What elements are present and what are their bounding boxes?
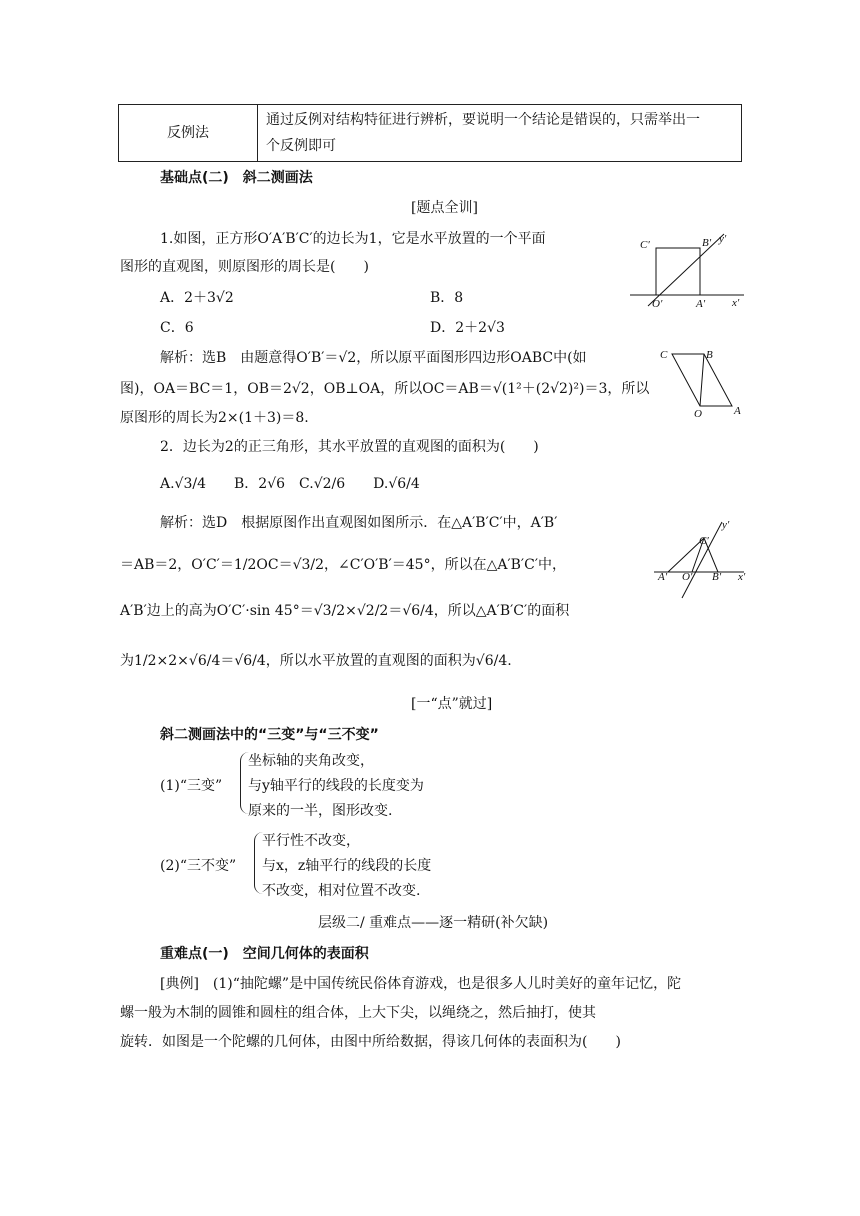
q2-solution-line2: ＝AB＝2，O′C′＝1/2OC＝√3/2，∠C′O′B′＝45°，所以在△A′B′C′中， bbox=[120, 557, 566, 573]
label-b-prime: B′ bbox=[702, 237, 712, 249]
q2-solution-line3: A′B′边上的高为O′C′·sin 45°＝√3/2×√2/2＝√6/4，所以△A′B′C′的面积 bbox=[120, 603, 570, 619]
q1-option-a: A．2＋3√2 bbox=[160, 290, 234, 306]
three-nochange-line2: 与x，z轴平行的线段的长度 bbox=[262, 858, 432, 874]
q2-solution-line4: 为1/2×2×√6/4＝√6/4，所以水平放置的直观图的面积为√6/4. bbox=[120, 653, 512, 669]
q1-solution-line3: 原图形的周长为2×(1＋3)＝8. bbox=[120, 410, 309, 426]
q1-line2: 图形的直观图，则原图形的周长是( ) bbox=[120, 259, 369, 275]
example-line3: 旋转．如图是一个陀螺的几何体，由图中所给数据，得该几何体的表面积为( ) bbox=[120, 1034, 621, 1050]
three-nochange-line3: 不改变，相对位置不改变. bbox=[262, 883, 421, 899]
label-c: C bbox=[660, 349, 668, 361]
parallelogram-diagram bbox=[656, 344, 746, 420]
example-line1: [典例] (1)“抽陀螺”是中国传统民俗体育游戏，也是很多人儿时美好的童年记忆，陀 bbox=[160, 976, 682, 992]
three-change-line2: 与y轴平行的线段的长度变为 bbox=[248, 778, 424, 794]
label-b-prime-2: B′ bbox=[712, 571, 722, 583]
label-o-prime-2: O′ bbox=[682, 571, 693, 583]
three-change-line1: 坐标轴的夹角改变， bbox=[248, 753, 374, 769]
q1-option-b: B．8 bbox=[430, 290, 464, 306]
method-desc-cell bbox=[258, 105, 742, 162]
label-a-prime: A′ bbox=[696, 298, 706, 310]
difficult1-heading: 重难点(一) 空间几何体的表面积 bbox=[160, 946, 369, 962]
method-desc-line1: 通过反例对结构特征进行辨析，要说明一个结论是错误的，只需举出一 bbox=[266, 112, 700, 128]
triangle-diagram bbox=[652, 514, 752, 600]
summary-title: 斜二测画法中的“三变”与“三不变” bbox=[160, 727, 379, 743]
q1-option-c: C．6 bbox=[160, 320, 194, 336]
q1-solution-line1: 解析：选B 由题意得O′B′＝√2，所以原平面图形四边形OABC中(如 bbox=[160, 350, 587, 366]
three-change-label: (1)“三变” bbox=[160, 778, 223, 794]
q1-line1: 1.如图，正方形O′A′B′C′的边长为1，它是水平放置的一个平面 bbox=[160, 231, 546, 247]
tag-one-point: [一“点”就过] bbox=[411, 696, 493, 712]
label-o-prime: O′ bbox=[652, 298, 663, 310]
q2-line1: 2．边长为2的正三角形，其水平放置的直观图的面积为( ) bbox=[160, 439, 539, 455]
label-o: O bbox=[694, 408, 702, 420]
section-heading: 基础点(二) 斜二测画法 bbox=[160, 170, 313, 186]
label-y-prime: y′ bbox=[719, 233, 727, 245]
three-nochange-label: (2)“三不变” bbox=[160, 858, 237, 874]
example-line2: 螺一般为木制的圆锥和圆柱的组合体，上大下尖，以绳绕之，然后抽打，使其 bbox=[120, 1005, 596, 1021]
three-nochange-line1: 平行性不改变， bbox=[262, 833, 360, 849]
label-y-prime-2: y′ bbox=[722, 519, 730, 531]
tag-all-train: [题点全训] bbox=[411, 200, 478, 216]
method-desc-line2: 个反例即可 bbox=[266, 138, 336, 154]
level2-title: 层级二/ 重难点——逐一精研(补欠缺) bbox=[318, 915, 549, 931]
three-change-line3: 原来的一半，图形改变. bbox=[248, 803, 393, 819]
method-name-cell: 反例法 bbox=[119, 105, 258, 162]
q2-options: A.√3/4 B．2√6 C.√2/6 D.√6/4 bbox=[160, 476, 420, 492]
q1-solution-line2: 图)，OA＝BC＝1，OB＝2√2，OB⊥OA，所以OC＝AB＝√(1²＋(2√2)²)＝3，所以 bbox=[120, 381, 650, 397]
q2-solution-line1: 解析：选D 根据原图作出直观图如图所示．在△A′B′C′中，A′B′ bbox=[160, 515, 558, 531]
label-x-prime: x′ bbox=[732, 297, 740, 309]
label-a-prime-2: A′ bbox=[658, 571, 668, 583]
q1-option-d: D．2＋2√3 bbox=[430, 320, 505, 336]
label-c-prime-2: C′ bbox=[699, 535, 709, 547]
method-table bbox=[118, 104, 742, 162]
label-b: B bbox=[706, 349, 713, 361]
square-diagram bbox=[628, 228, 748, 310]
label-a: A bbox=[734, 405, 741, 417]
label-c-prime: C′ bbox=[640, 239, 650, 251]
label-x-prime-2: x′ bbox=[738, 571, 746, 583]
